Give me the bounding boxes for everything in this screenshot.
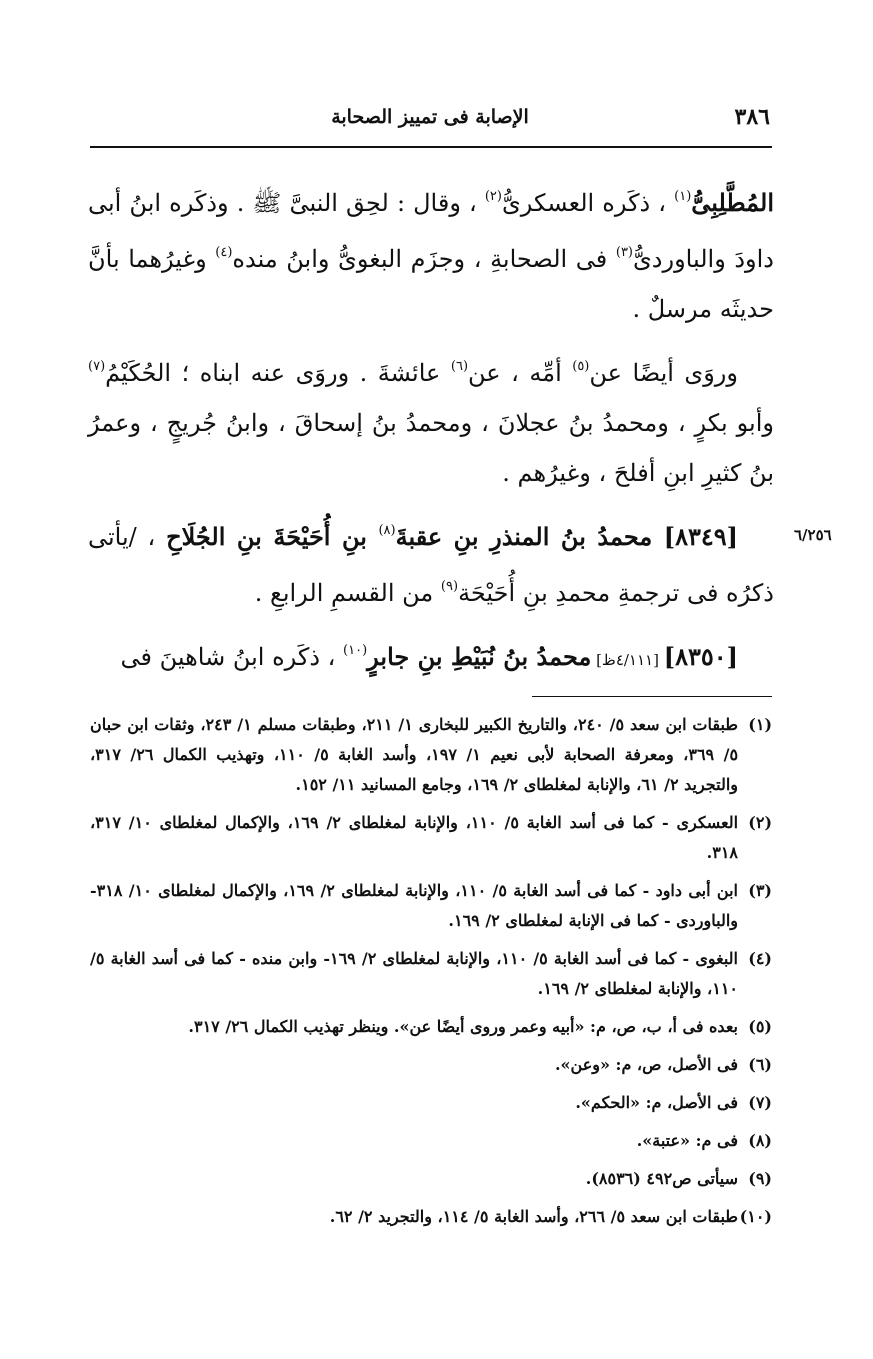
footnote-number: (٢)	[748, 813, 773, 832]
footnote-item	[90, 876, 772, 936]
footnote-ref: (٤)	[215, 245, 233, 260]
footnote-text: سيأتى ص٤٩٢ (٨٥٣٦).	[585, 1169, 738, 1188]
footnote-text: فى الأصل، م: «الحكم».	[575, 1093, 738, 1112]
footnote-text: فى م: «عتبة».	[636, 1131, 738, 1150]
footnote-ref: (١)	[674, 189, 692, 204]
header-divider	[90, 146, 772, 148]
footnote-text: بعده فى أ، ب، ص، م: «أبيه وعمر وروى أيضًا عن». وينظر تهذيب الكمال ٢٦/ ٣١٧.	[188, 1017, 738, 1036]
footnote-number: (٣)	[748, 881, 772, 900]
footnote-item	[90, 1050, 772, 1080]
footnote-item	[90, 1202, 772, 1232]
footnote-ref: (٦)	[450, 359, 469, 374]
footnote-ref: (٥)	[572, 359, 590, 374]
footnote-ref: (٩)	[440, 579, 459, 594]
manuscript-siglum: [٤/١١١ظ]	[591, 651, 664, 669]
footnote-item	[90, 1126, 772, 1156]
text-run: ، وقال : لحِق النبىَّ ﷺ . وذكَره ابنُ أبى داودَ والباوردىُّ	[88, 189, 774, 273]
footnote-number: (١)	[748, 715, 773, 734]
paragraph-biography	[88, 172, 774, 334]
footnote-number: (٤)	[748, 949, 772, 968]
footnote-divider	[532, 696, 772, 697]
person-name: محمدُ بنُ نُبَيْطِ بنِ جابرٍ	[367, 642, 592, 671]
footnote-number: (٨)	[748, 1131, 772, 1150]
book-title: الإصابة فى تمييز الصحابة	[331, 106, 529, 128]
footnote-number: (٥)	[748, 1017, 772, 1036]
footnote-item	[90, 1012, 772, 1042]
footnotes-list	[90, 710, 772, 1240]
footnote-number: (١٠)	[739, 1207, 772, 1226]
entry-8349	[88, 506, 774, 618]
text-run: عائشةَ . وروَى عنه ابناه ؛ الحُكَيْمُ	[105, 359, 451, 387]
footnote-ref: (٢)	[484, 189, 502, 204]
margin-reference: ٦/٢٥٦	[794, 526, 832, 544]
running-head	[90, 100, 770, 146]
entry-8350	[88, 626, 774, 685]
footnote-item	[90, 1164, 772, 1194]
text-run: ، ذكَره العسكرىُّ	[501, 189, 675, 217]
text-run: أمِّه ، عن	[468, 359, 573, 387]
text-run: ، ذكَره ابنُ شاهينَ فى	[120, 643, 344, 671]
entry-number: [٨٣٥٠]	[663, 642, 738, 671]
main-text	[88, 172, 774, 693]
footnote-ref: (٣)	[615, 245, 633, 260]
footnote-text: طبقات ابن سعد ٥/ ٢٤٠، والتاريخ الكبير للبخارى ١/ ٢١١، وطبقات مسلم ١/ ٢٤٣، وثقات ابن حبان ٥/ ٣٦٩، ومعرفة الصحابة لأبى نعيم ١/ ١٩٧، وأسد الغابة ٥/ ١١٠، وتهذيب الكمال ٢٦/ ٣١٧، والتجريد ٢/ ٦١، والإنابة لمغلطاى ٢/ ١٦٩، وجامع المسانيد ١١/ ١٥٢.	[90, 715, 739, 794]
person-name: محمدُ بنُ المنذرِ بنِ عقبةَ	[395, 522, 664, 551]
footnote-item	[90, 710, 772, 800]
footnote-text: العسكرى - كما فى أسد الغابة ٥/ ١١٠، والإنابة لمغلطاى ٢/ ١٦٩، والإكمال لمغلطاى ١٠/ ٣١٧، ٣١٨.	[90, 813, 739, 862]
entry-number: [٨٣٤٩]	[663, 522, 738, 551]
text-run: فى الصحابةِ ، وجزَم البغوىُّ وابنُ منده	[232, 245, 616, 273]
footnote-number: (٩)	[748, 1169, 772, 1188]
text-run: وروَى أيضًا عن	[589, 359, 738, 387]
footnote-ref: (١٠)	[343, 643, 368, 658]
text-run: وأبو بكرٍ ، ومحمدُ بنُ عجلانَ ، ومحمدُ بنُ إسحاقَ ، وابنُ جُريجٍ ، وعمرُ بنُ كثيرِ ابنِ أفلحَ ، وغيرُهم .	[88, 409, 774, 487]
page-number: ٣٨٦	[734, 104, 770, 130]
paragraph-narrators	[88, 342, 774, 498]
footnote-text: طبقات ابن سعد ٥/ ٢٦٦، وأسد الغابة ٥/ ١١٤، والتجريد ٢/ ٦٢.	[329, 1207, 738, 1226]
text-run: وغيرُهما بأنَّ حديثَه مرسلٌ .	[88, 245, 774, 323]
footnote-text: فى الأصل، ص، م: «وعن».	[554, 1055, 738, 1074]
footnote-number: (٧)	[748, 1093, 772, 1112]
footnote-text: ابن أبى داود - كما فى أسد الغابة ٥/ ١١٠، والإنابة لمغلطاى ٢/ ١٦٩، والإكمال لمغلطاى ١٠/ ٣١٨- والباوردى - كما فى الإنابة لمغلطاى ٢/ ١٦٩.	[90, 881, 738, 930]
footnote-number: (٦)	[748, 1055, 772, 1074]
footnote-item	[90, 944, 772, 1004]
person-name-continued: بنِ أُحَيْحَةَ بنِ الجُلَاحِ	[166, 522, 379, 551]
footnote-text: البغوى - كما فى أسد الغابة ٥/ ١١٠، والإنابة لمغلطاى ٢/ ١٦٩- وابن منده - كما فى أسد الغابة ٥/ ١١٠، والإنابة لمغلطاى ٢/ ١٦٩.	[90, 949, 738, 998]
text-run: من القسمِ الرابعِ .	[254, 579, 441, 607]
person-name: المُطَّلِبِىُّ	[691, 188, 775, 217]
footnote-ref: (٧)	[88, 359, 106, 374]
text-run: ، /يأتى ذكرُه فى ترجمةِ محمدِ بنِ أُحَيْحَة	[88, 523, 774, 607]
footnote-ref: (٨)	[378, 523, 396, 538]
footnote-item	[90, 808, 772, 868]
footnote-item	[90, 1088, 772, 1118]
